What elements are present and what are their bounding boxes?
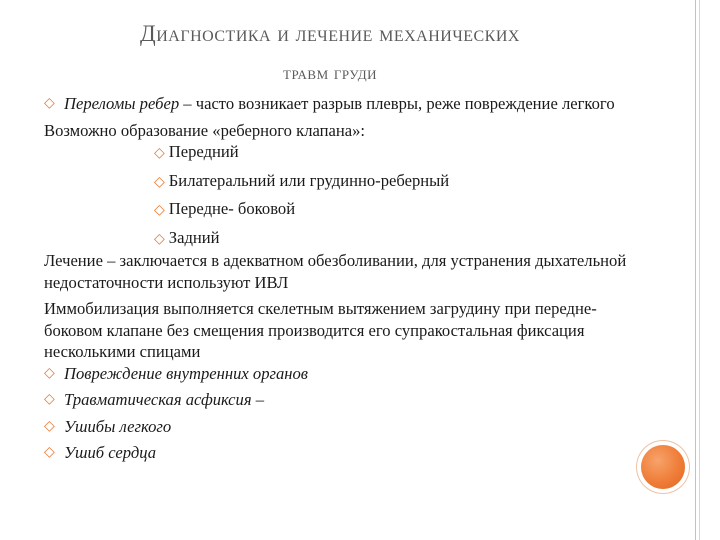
diamond-outline-icon: ◇ (44, 444, 55, 460)
diamond-outline-icon: ◇ (154, 202, 165, 218)
paragraph-immobilization: Иммобилизация выполняется скелетным вытяжением загрудину при передне-боковом клапане без смещения производится его супракостальная фиксация несколькими спицами (44, 299, 597, 361)
slide-content (44, 93, 644, 464)
flail-type-label: Билатеральний или грудинно-реберный (168, 170, 450, 190)
list-item-heart-contusion (44, 442, 644, 464)
diamond-outline-icon: ◇ (154, 230, 165, 247)
list-item-label: Ушиб сердца (64, 443, 157, 462)
title-line-1: Диагностика и лечение механических (140, 21, 520, 46)
list-item-label: Ушибы легкого (64, 416, 172, 436)
list-item-asphyxia (44, 389, 644, 411)
list-item-label: Травматическая асфиксия – (64, 390, 264, 409)
bullet-rib-fractures (44, 93, 644, 115)
rib-fractures-desc: – часто возникает разрыв плевры, реже повреждение легкого (179, 94, 615, 113)
paragraph-flail-chest: Возможно образование «реберного клапана»: (44, 120, 366, 140)
diamond-outline-icon: ◇ (44, 364, 55, 381)
diamond-outline-icon: ◇ (154, 145, 165, 161)
list-item-organ-damage (44, 363, 644, 385)
diamond-outline-icon: ◇ (44, 391, 55, 407)
flail-type-label: Передне- боковой (168, 199, 296, 218)
rib-fractures-term: Переломы ребер (64, 94, 180, 113)
flail-type-item (44, 227, 644, 251)
slide-title (0, 14, 660, 94)
slide-frame-line (695, 0, 696, 540)
flail-type-label: Задний (168, 227, 220, 247)
title-line-2: травм груди (283, 63, 377, 84)
diamond-outline-icon: ◇ (44, 95, 55, 111)
flail-type-label: Передний (168, 142, 239, 161)
flail-type-item (44, 198, 644, 222)
diamond-outline-icon: ◇ (44, 417, 55, 434)
orange-orb-decoration (641, 445, 685, 489)
paragraph-treatment: Лечение – заключается в адекватном обезболивании, для устранения дыхательной недостаточности используют ИВЛ (44, 251, 627, 292)
diamond-outline-icon: ◇ (154, 173, 165, 190)
slide-frame-line-inner (699, 0, 700, 540)
list-item-label: Повреждение внутренних органов (64, 363, 308, 383)
flail-type-item (44, 170, 644, 194)
list-item-lung-contusion (44, 416, 644, 438)
flail-type-item (44, 141, 644, 165)
